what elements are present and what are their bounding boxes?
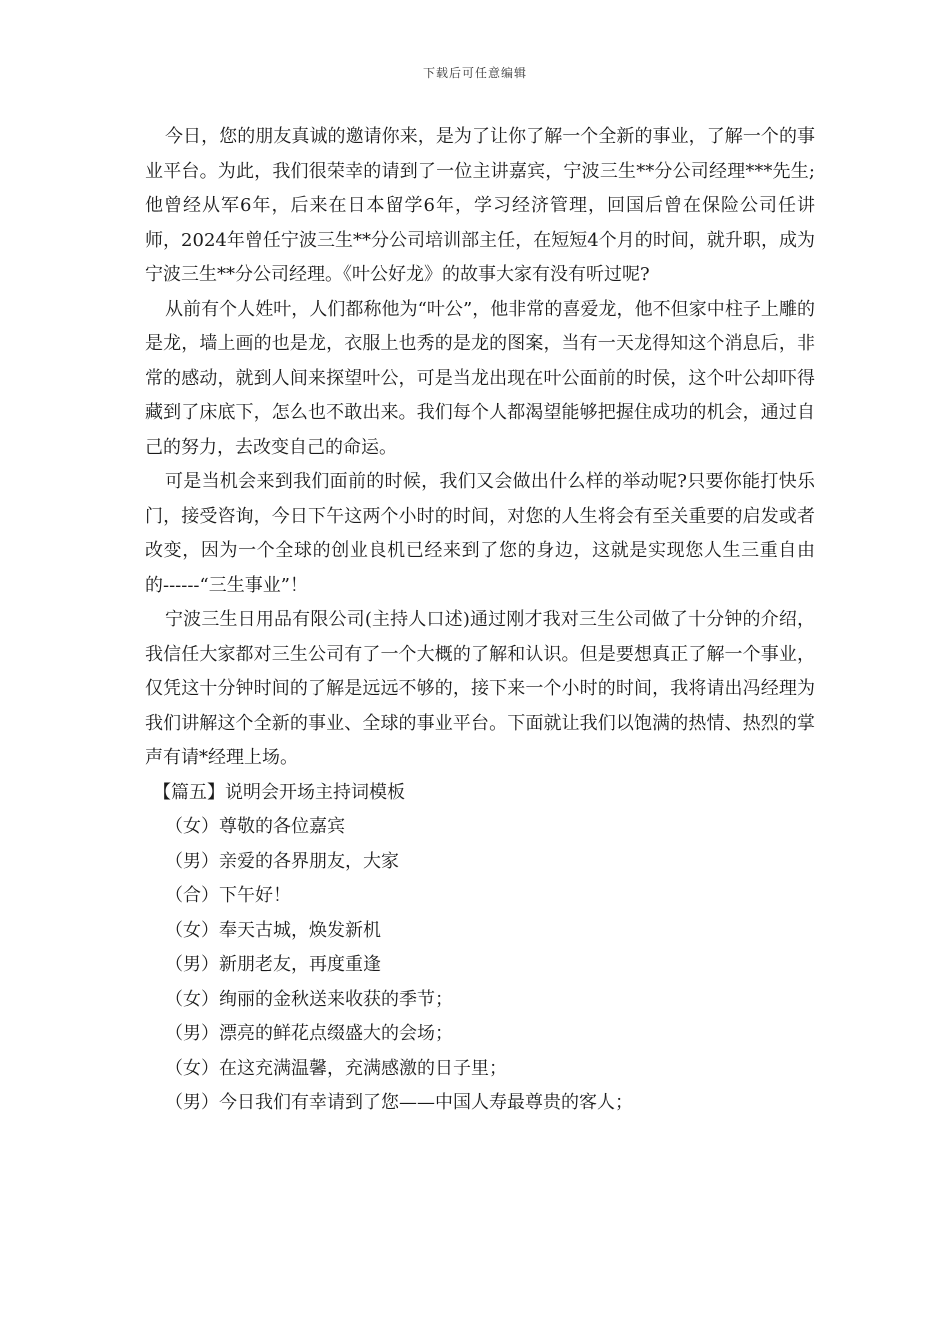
dialog-line: （合）下午好！ bbox=[165, 885, 291, 906]
paragraph-company-intro: 宁波三生日用品有限公司(主持人口述)通过刚才我对三生公司做了十分钟的介绍，我信任大家都对三生公司有了一个大概的了解和认识。但是要想真正了解一个事业，仅凭这十分钟时间的了解是远远不够的，接下来一个小时的时间，我将请出冯经理为我们讲解这个全新的事业、全球的事业平台。下面就让我们以饱满的热情、热烈的掌声有请*经理上场。 bbox=[145, 609, 815, 768]
dialog-line: （女）在这充满温馨，充满感激的日子里； bbox=[165, 1057, 507, 1079]
dialog-line: （男）新朋老友，再度重逢 bbox=[165, 954, 381, 975]
dialog-line: （男）今日我们有幸请到了您——中国人寿最尊贵的客人； bbox=[165, 1092, 633, 1113]
paragraph-story: 从前有个人姓叶，人们都称他为“叶公”，他非常的喜爱龙，他不但家中柱子上雕的是龙，墙上画的也是龙，衣服上也秀的是龙的图案，当有一天龙得知这个消息后，非常的感动，就到人间来探望叶公，可是当龙出现在叶公面前的时侯，这个叶公却吓得藏到了床底下，怎么也不敢出来。我们每个人都渴望能够把握住成功的机会，通过自己的努力，去改变自己的命运。 bbox=[145, 298, 815, 458]
dialog-line: （女）绚丽的金秋送来收获的季节； bbox=[165, 988, 453, 1010]
paragraph-invitation: 今日，您的朋友真诚的邀请你来，是为了让你了解一个全新的事业，了解一个的事业平台。为此，我们很荣幸的请到了一位主讲嘉宾，宁波三生**分公司经理***先生;他曾经从军6年，后来在日本留学6年，学习经济管理，回国后曾在保险公司任讲师，2024年曾任宁波三生**分公司培训部主任，在短短4个月的时间，就升职，成为宁波三生**分公司经理。《叶公好龙》的故事大家有没有听过呢? bbox=[145, 126, 815, 285]
section-heading: 【篇五】说明会开场主持词模板 bbox=[153, 781, 405, 803]
document-body bbox=[145, 120, 815, 1121]
page-header: 下载后可任意编辑 bbox=[422, 66, 527, 80]
dialog-line: （女）尊敬的各位嘉宾 bbox=[165, 816, 345, 837]
dialog-line: （女）奉天古城，焕发新机 bbox=[165, 919, 381, 941]
dialog-line: （男）漂亮的鲜花点缀盛大的会场； bbox=[165, 1023, 453, 1044]
paragraph-opportunity: 可是当机会来到我们面前的时候，我们又会做出什么样的举动呢?只要你能打快乐门，接受咨询，今日下午这两个小时的时间，对您的人生将会有至关重要的启发或者改变，因为一个全球的创业良机已经来到了您的身边，这就是实现您人生三重自由的------“三生事业”！ bbox=[145, 471, 815, 596]
dialog-line: （男）亲爱的各界朋友，大家 bbox=[165, 850, 399, 872]
